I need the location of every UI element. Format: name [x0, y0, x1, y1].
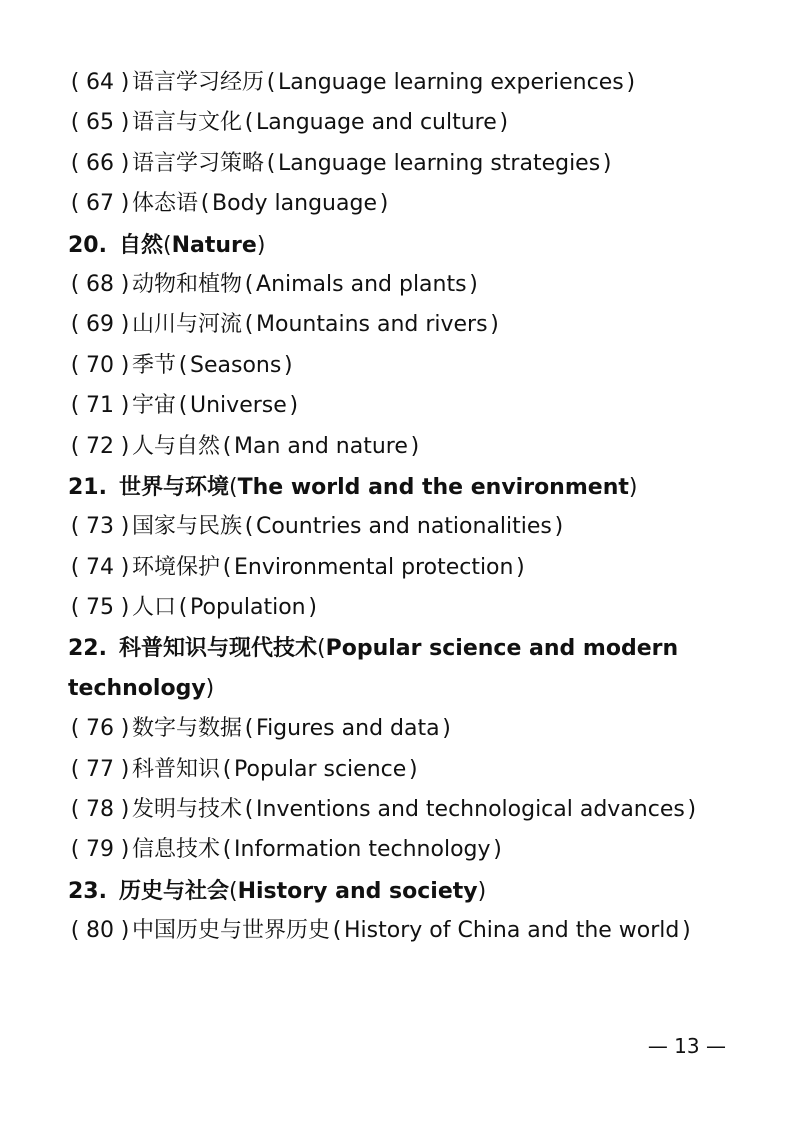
- open-paren: (: [244, 514, 254, 540]
- open-paren: (: [70, 514, 80, 540]
- close-paren: ): [308, 595, 317, 621]
- open-paren: (: [244, 716, 254, 742]
- item-chinese-label: 语言学习经历: [132, 70, 265, 95]
- open-paren: (: [178, 595, 188, 621]
- heading-english-label: technology: [68, 675, 206, 701]
- item-english-label: Inventions and technological advances: [256, 797, 685, 823]
- item-number: 74: [86, 554, 114, 580]
- open-paren: (: [200, 191, 210, 217]
- topic-item: [68, 305, 748, 345]
- close-paren: ): [120, 150, 130, 176]
- open-paren: (: [70, 110, 80, 136]
- open-paren: (: [70, 393, 80, 419]
- item-english-label: Universe: [190, 393, 287, 419]
- close-paren: ): [256, 232, 266, 258]
- close-paren: ): [120, 595, 130, 621]
- open-paren: (: [70, 837, 80, 863]
- open-paren: (: [317, 636, 326, 662]
- open-paren: (: [222, 837, 232, 863]
- heading-english-label: Popular science and modern: [325, 636, 679, 662]
- open-paren: (: [70, 433, 80, 459]
- topic-item: [68, 709, 748, 749]
- item-number: 72: [86, 433, 114, 459]
- item-chinese-label: 环境保护: [132, 554, 221, 580]
- close-paren: ): [682, 918, 691, 944]
- item-english-label: Language learning strategies: [278, 150, 601, 176]
- item-chinese-label: 人口: [132, 595, 177, 621]
- item-chinese-label: 科普知识: [132, 756, 221, 782]
- item-number: 64: [86, 70, 114, 95]
- close-paren: ): [120, 352, 130, 378]
- close-paren: ): [410, 433, 420, 459]
- open-paren: (: [244, 312, 254, 338]
- close-paren: ): [120, 797, 130, 823]
- topic-item: [68, 265, 748, 305]
- topic-item: [68, 144, 748, 184]
- item-english-label: Information technology: [234, 837, 491, 863]
- item-chinese-label: 语言学习策略: [132, 150, 265, 176]
- open-paren: (: [266, 150, 276, 176]
- open-paren: (: [266, 70, 276, 95]
- topic-list: [68, 63, 748, 952]
- close-paren: ): [289, 393, 299, 419]
- open-paren: (: [70, 797, 80, 823]
- close-paren: ): [554, 514, 564, 540]
- heading-chinese-label: 历史与社会: [118, 877, 229, 904]
- close-paren: ): [120, 191, 130, 217]
- item-english-label: Mountains and rivers: [256, 312, 488, 338]
- open-paren: (: [244, 271, 254, 297]
- heading-chinese-label: 世界与环境: [118, 473, 229, 500]
- item-chinese-label: 体态语: [132, 191, 199, 217]
- item-chinese-label: 发明与技术: [132, 797, 243, 823]
- close-paren: ): [284, 352, 293, 378]
- item-english-label: Language and culture: [256, 110, 497, 136]
- item-english-label: Language learning experiences: [278, 70, 624, 95]
- close-paren: ): [379, 191, 389, 217]
- topic-item: [68, 507, 748, 547]
- open-paren: (: [70, 150, 80, 176]
- heading-number: 20.: [68, 232, 107, 258]
- item-english-label: Figures and data: [256, 716, 440, 742]
- item-number: 68: [86, 271, 114, 297]
- item-chinese-label: 动物和植物: [132, 271, 243, 297]
- close-paren: ): [442, 716, 451, 742]
- open-paren: (: [244, 797, 254, 823]
- open-paren: (: [70, 554, 80, 580]
- item-english-label: Popular science: [234, 756, 407, 782]
- item-chinese-label: 国家与民族: [132, 514, 243, 540]
- open-paren: (: [70, 595, 80, 621]
- item-number: 66: [86, 150, 114, 176]
- heading-chinese-label: 科普知识与现代技术: [118, 635, 317, 662]
- close-paren: ): [120, 918, 130, 944]
- topic-item: [68, 588, 748, 628]
- item-chinese-label: 季节: [132, 352, 177, 378]
- close-paren: ): [490, 312, 499, 338]
- item-number: 75: [86, 595, 114, 621]
- item-english-label: Seasons: [190, 352, 282, 378]
- item-english-label: Body language: [212, 191, 377, 217]
- item-number: 65: [86, 110, 114, 136]
- page-number: — 13 —: [647, 1034, 726, 1058]
- item-chinese-label: 山川与河流: [132, 312, 243, 338]
- item-number: 69: [86, 312, 114, 338]
- open-paren: (: [70, 271, 80, 297]
- topic-item: [68, 790, 748, 830]
- close-paren: ): [120, 393, 130, 419]
- open-paren: (: [70, 716, 80, 742]
- item-number: 77: [86, 756, 114, 782]
- item-number: 71: [86, 393, 114, 419]
- topic-item: [68, 548, 748, 588]
- topic-item: [68, 427, 748, 467]
- close-paren: ): [120, 271, 130, 297]
- close-paren: ): [469, 271, 478, 297]
- item-number: 80: [86, 918, 114, 944]
- heading-number: 23.: [68, 878, 107, 904]
- heading-english-label: History and society: [237, 878, 478, 904]
- close-paren: ): [687, 797, 697, 823]
- close-paren: ): [602, 150, 612, 176]
- topic-item: [68, 346, 748, 386]
- open-paren: (: [70, 756, 80, 782]
- heading-english-label: The world and the environment: [237, 474, 629, 500]
- item-chinese-label: 信息技术: [132, 837, 221, 863]
- close-paren: ): [493, 837, 502, 863]
- close-paren: ): [120, 554, 130, 580]
- heading-number: 21.: [68, 474, 107, 500]
- item-chinese-label: 中国历史与世界历史: [132, 918, 331, 944]
- close-paren: ): [120, 716, 130, 742]
- open-paren: (: [229, 474, 238, 500]
- topic-item: [68, 184, 748, 224]
- close-paren: ): [499, 110, 509, 136]
- item-english-label: Animals and plants: [256, 271, 467, 297]
- topic-item: [68, 911, 748, 951]
- heading-chinese-label: 自然: [118, 231, 163, 258]
- item-english-label: History of China and the world: [344, 918, 680, 944]
- open-paren: (: [244, 110, 254, 136]
- item-number: 79: [86, 837, 114, 863]
- open-paren: (: [70, 312, 80, 338]
- item-chinese-label: 人与自然: [132, 433, 221, 459]
- item-english-label: Population: [190, 595, 306, 621]
- topic-item: [68, 386, 748, 426]
- close-paren: ): [120, 514, 130, 540]
- topic-heading-continued: [68, 669, 748, 709]
- topic-item: [68, 750, 748, 790]
- topic-item: [68, 830, 748, 870]
- item-english-label: Environmental protection: [234, 554, 514, 580]
- open-paren: (: [70, 191, 80, 217]
- open-paren: (: [178, 393, 188, 419]
- item-english-label: Man and nature: [234, 433, 408, 459]
- item-number: 73: [86, 514, 114, 540]
- topic-heading: [68, 871, 748, 911]
- open-paren: (: [70, 352, 80, 378]
- close-paren: ): [205, 675, 215, 701]
- topic-heading: [68, 225, 748, 265]
- close-paren: ): [120, 837, 130, 863]
- topic-item: [68, 63, 748, 103]
- open-paren: (: [222, 756, 232, 782]
- open-paren: (: [222, 433, 232, 459]
- item-number: 67: [86, 191, 114, 217]
- open-paren: (: [178, 352, 188, 378]
- item-number: 76: [86, 716, 114, 742]
- close-paren: ): [120, 110, 130, 136]
- item-number: 70: [86, 352, 114, 378]
- close-paren: ): [120, 433, 130, 459]
- open-paren: (: [70, 918, 80, 944]
- item-english-label: Countries and nationalities: [256, 514, 552, 540]
- close-paren: ): [626, 70, 636, 95]
- item-chinese-label: 宇宙: [132, 393, 177, 419]
- close-paren: ): [477, 878, 487, 904]
- open-paren: (: [229, 878, 238, 904]
- item-number: 78: [86, 797, 114, 823]
- open-paren: (: [332, 918, 342, 944]
- open-paren: (: [222, 554, 232, 580]
- close-paren: ): [516, 554, 525, 580]
- item-chinese-label: 语言与文化: [132, 110, 243, 136]
- close-paren: ): [408, 756, 418, 782]
- topic-item: [68, 103, 748, 143]
- open-paren: (: [70, 70, 80, 95]
- item-chinese-label: 数字与数据: [132, 716, 243, 742]
- close-paren: ): [120, 312, 130, 338]
- heading-number: 22.: [68, 636, 107, 662]
- topic-heading: [68, 628, 748, 668]
- open-paren: (: [163, 232, 172, 258]
- topic-heading: [68, 467, 748, 507]
- close-paren: ): [120, 70, 130, 95]
- close-paren: ): [628, 474, 638, 500]
- heading-english-label: Nature: [171, 232, 257, 258]
- close-paren: ): [120, 756, 130, 782]
